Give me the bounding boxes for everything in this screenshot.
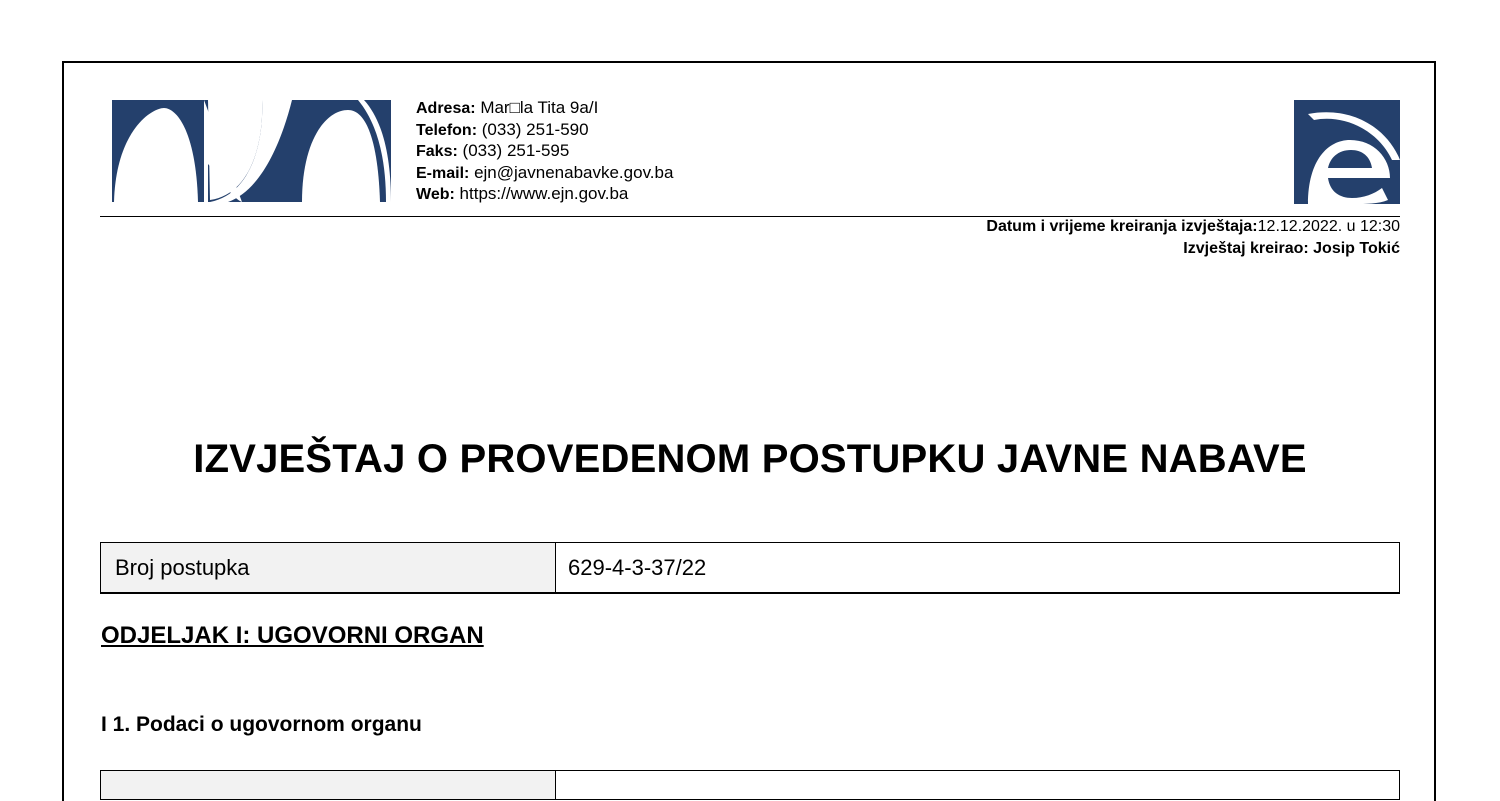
subsection-heading: I 1. Podaci o ugovornom organu	[101, 713, 422, 736]
contact-email: E-mail: ejn@javnenabavke.gov.ba	[416, 162, 674, 182]
e-logo-icon	[1294, 100, 1400, 204]
report-meta	[986, 216, 1400, 260]
section-heading: ODJELJAK I: UGOVORNI ORGAN	[101, 622, 484, 649]
procedure-number-value: 629-4-3-37/22	[568, 554, 707, 580]
created-datetime: Datum i vrijeme kreiranja izvještaja:12.12.2022. u 12:30	[986, 218, 1400, 235]
ejn-logo-icon	[112, 100, 391, 202]
contact-web: Web: https://www.ejn.gov.ba	[416, 184, 629, 203]
contact-fax: Faks: (033) 251-595	[416, 141, 570, 160]
table-label-cell	[101, 771, 556, 799]
procedure-number-label: Broj postupka	[101, 543, 556, 592]
contracting-authority-table	[100, 770, 1400, 800]
contact-address: Adresa: Mar□la Tita 9a/I	[416, 98, 599, 117]
document-title: IZVJEŠTAJ O PROVEDENOM POSTUPKU JAVNE NABAVE	[193, 437, 1307, 481]
contact-block	[416, 98, 673, 206]
contact-phone: Telefon: (033) 251-590	[416, 119, 589, 139]
report-author: Izvještaj kreirao: Josip Tokić	[1183, 240, 1400, 257]
procedure-number-table	[100, 542, 1400, 594]
